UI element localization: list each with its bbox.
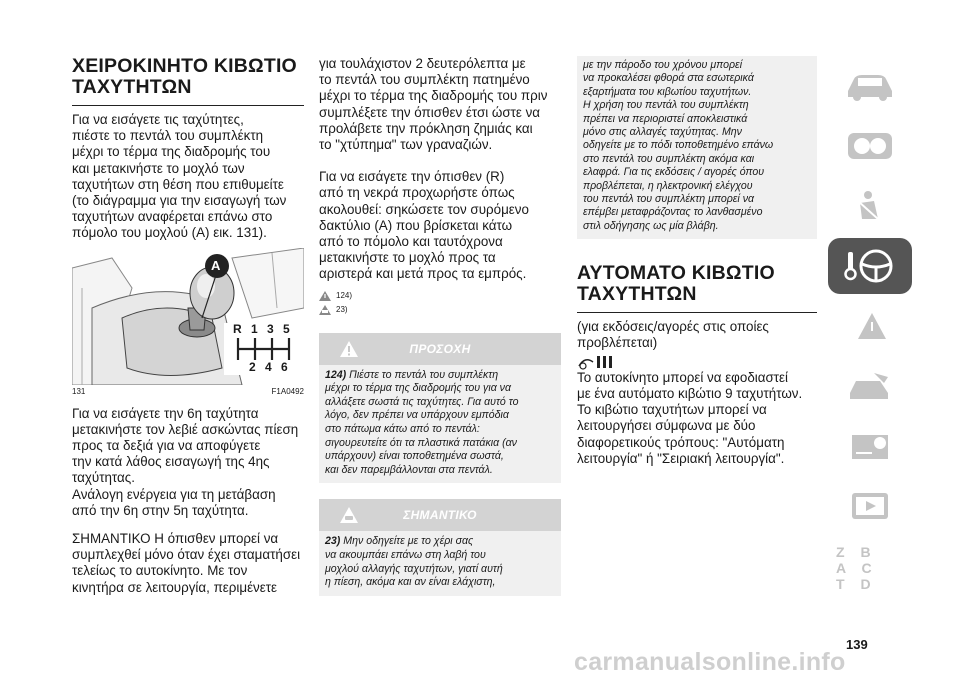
multimedia-icon	[844, 489, 896, 523]
gear-lever-figure	[72, 248, 304, 385]
figure-code: F1A0492	[271, 386, 304, 396]
important-box-header	[319, 499, 561, 531]
warning-box	[319, 333, 561, 484]
section-heading-automatic: ΑΥΤΟΜΑΤΟ ΚΙΒΩΤΙΟ ΤΑΧΥΤΗΤΩΝ	[577, 263, 817, 313]
tab-starting-and-driving[interactable]	[828, 238, 912, 294]
important-body: 23) Μην οδηγείτε με το χέρι σας να ακουμπάει επάνω στη λαβή του μοχλού αλλαγής ταχυτήτων, γιατί αυτή η πίεση, ακόμα και αν είναι ελάχιστη,	[319, 531, 561, 595]
paragraph-versions: (για εκδόσεις/αγορές στις οποίες προβλέπεται)	[577, 319, 769, 351]
paragraph-automatic: Το αυτοκίνητο μπορεί να εφοδιαστεί με ένα αυτόματο κιβώτιο 9 ταχυτήτων. Το κιβώτιο ταχυτήτων μπορεί να λειτουργήσει σύμφωνα με δύο διαφορετικούς τρόπους: "Αυτόματη λειτουργία" ή "Σειριακή λειτουργία".	[577, 369, 803, 466]
column-3	[577, 56, 817, 467]
important-box-continued: με την πάροδο του χρόνου μπορεί να προκαλέσει φθορά στα εσωτερικά εξαρτήματα του κιβωτίου ταχυτήτων. Η χρήση του πεντάλ του συμπλέκτη πρέπει να περιοριστεί αποκλειστικά μόνο στις αλλαγές ταχύτητας. Μην οδηγείτε με το πόδι τοποθετημένο επάνω στο πεντάλ του συμπλέκτη ακόμα και ελαφρά. Για τις εκδόσεις / αγορές όπου προβλέπεται, η ηλεκτρονική ελέγχου του πεντάλ του συμπλέκτη μπορεί να επέμβει μεταφράζοντας το λανθασμένο στιλ οδήγησης ως μία βλάβη.	[577, 56, 817, 239]
tab-safety[interactable]	[828, 178, 912, 234]
warning-reference[interactable]: 124)	[319, 289, 561, 303]
steering-wheel-key-icon	[842, 246, 898, 286]
watermark: carmanualsonline.info	[574, 648, 846, 676]
note-reference[interactable]: 23)	[319, 303, 561, 317]
column-1	[72, 56, 304, 596]
tab-instrument-panel[interactable]	[828, 118, 912, 174]
tab-alphabetical-index[interactable]: Z B A C T D	[828, 538, 912, 608]
reference-list	[319, 289, 561, 317]
car-icon	[844, 69, 896, 103]
gear-pattern-bottom: 2 4 6	[249, 359, 291, 374]
paragraph-clutch-wait: για τουλάχιστον 2 δευτερόλεπτα με το πεντάλ του συμπλέκτη πατημένο μέχρι το τέρμα της διαδρομής του πριν συμπλέξετε την όπισθεν έτσι ώστε να προλάβετε την πρόκληση ζημιάς και το "χτύπημα" των γραναζιών.	[319, 56, 548, 153]
tab-maintenance[interactable]	[828, 358, 912, 414]
warning-title: ΠΡΟΣΟΧΗ	[409, 341, 471, 356]
figure-caption	[72, 387, 304, 396]
important-title: ΣΗΜΑΝΤΙΚΟ	[403, 508, 477, 523]
warning-car-icon	[844, 309, 896, 343]
column-2	[319, 56, 561, 596]
car-triangle-icon	[339, 506, 359, 524]
car-note-icon	[319, 305, 331, 315]
figure-label-a: A	[211, 257, 221, 273]
technical-data-icon	[844, 429, 896, 463]
gear-pattern-top: R 1 3 5	[233, 321, 293, 336]
paragraph-reverse-important: ΣΗΜΑΝΤΙΚΟ Η όπισθεν μπορεί να συμπλεχθεί μόνο όταν έχει σταματήσει τελείως το αυτοκίνητο. Με τον κινητήρα σε λειτουργία, περιμένετε	[72, 531, 301, 595]
paragraph-sixth-gear: Για να εισάγετε την 6η ταχύτητα μετακινήστε τον λεβιέ ασκώντας πίεση προς τα δεξιά για να αποφύγετε την κατά λάθος εισαγωγή της 4ης ταχύτητας. Ανάλογη ενέργεια για τη μετάβαση από την 6η στην 5η ταχύτητα.	[72, 405, 299, 518]
figure-number: 131	[72, 386, 86, 396]
paragraph-insert-reverse: Για να εισάγετε την όπισθεν (R) από τη νεκρά προχωρήστε όπως ακολουθεί: σηκώσετε τον συρόμενο δακτύλιο (A) που βρίσκεται κάτω από το πόμολο και ταυτόχρονα μετακινήστε το μοχλό προς τα αριστερά και μετά προς τα εμπρός.	[319, 169, 529, 282]
instrument-panel-icon	[844, 129, 896, 163]
maintenance-car-icon	[844, 369, 896, 403]
market-version-icon	[577, 354, 817, 370]
warning-box-header	[319, 333, 561, 365]
important-box	[319, 499, 561, 595]
page-number: 139	[846, 637, 868, 652]
tab-multimedia[interactable]	[828, 478, 912, 534]
section-heading-manual: ΧΕΙΡΟΚΙΝΗΤΟ ΚΙΒΩΤΙΟ ΤΑΧΥΤΗΤΩΝ	[72, 56, 304, 106]
warning-body: 124) Πιέστε το πεντάλ του συμπλέκτη μέχρι το τέρμα της διαδρομής του για να αλλάξετε σωστά τις ταχύτητες. Για αυτό το λόγο, δεν πρέπει να υπάρχουν εμπόδια στο πάτωμα κάτω από το πεντάλ: σιγουρευτείτε ότι τα πλαστικά πατάκια (αν υπάρχουν) είναι τοποθετημένα σωστά, και δεν παρεμβάλλονται στα πεντάλ.	[319, 365, 561, 484]
tab-technical-data[interactable]	[828, 418, 912, 474]
paragraph-insert-gears: Για να εισάγετε τις ταχύτητες, πιέστε το πεντάλ του συμπλέκτη μέχρι το τέρμα της διαδρομής του και μετακινήστε το μοχλό των ταχυτήτων στη θέση που επιθυμείτε (το διάγραμμα για την εισαγωγή των ταχυτήτων αναφέρεται επάνω στο πόμολο του μοχλού (A) εικ. 131).	[72, 112, 287, 241]
chapter-tabs	[828, 58, 912, 612]
warning-triangle-icon	[339, 340, 359, 358]
seat-belt-icon	[844, 189, 896, 223]
warning-triangle-icon	[319, 291, 331, 301]
tab-getting-to-know-car[interactable]	[828, 58, 912, 114]
tab-emergency[interactable]	[828, 298, 912, 354]
